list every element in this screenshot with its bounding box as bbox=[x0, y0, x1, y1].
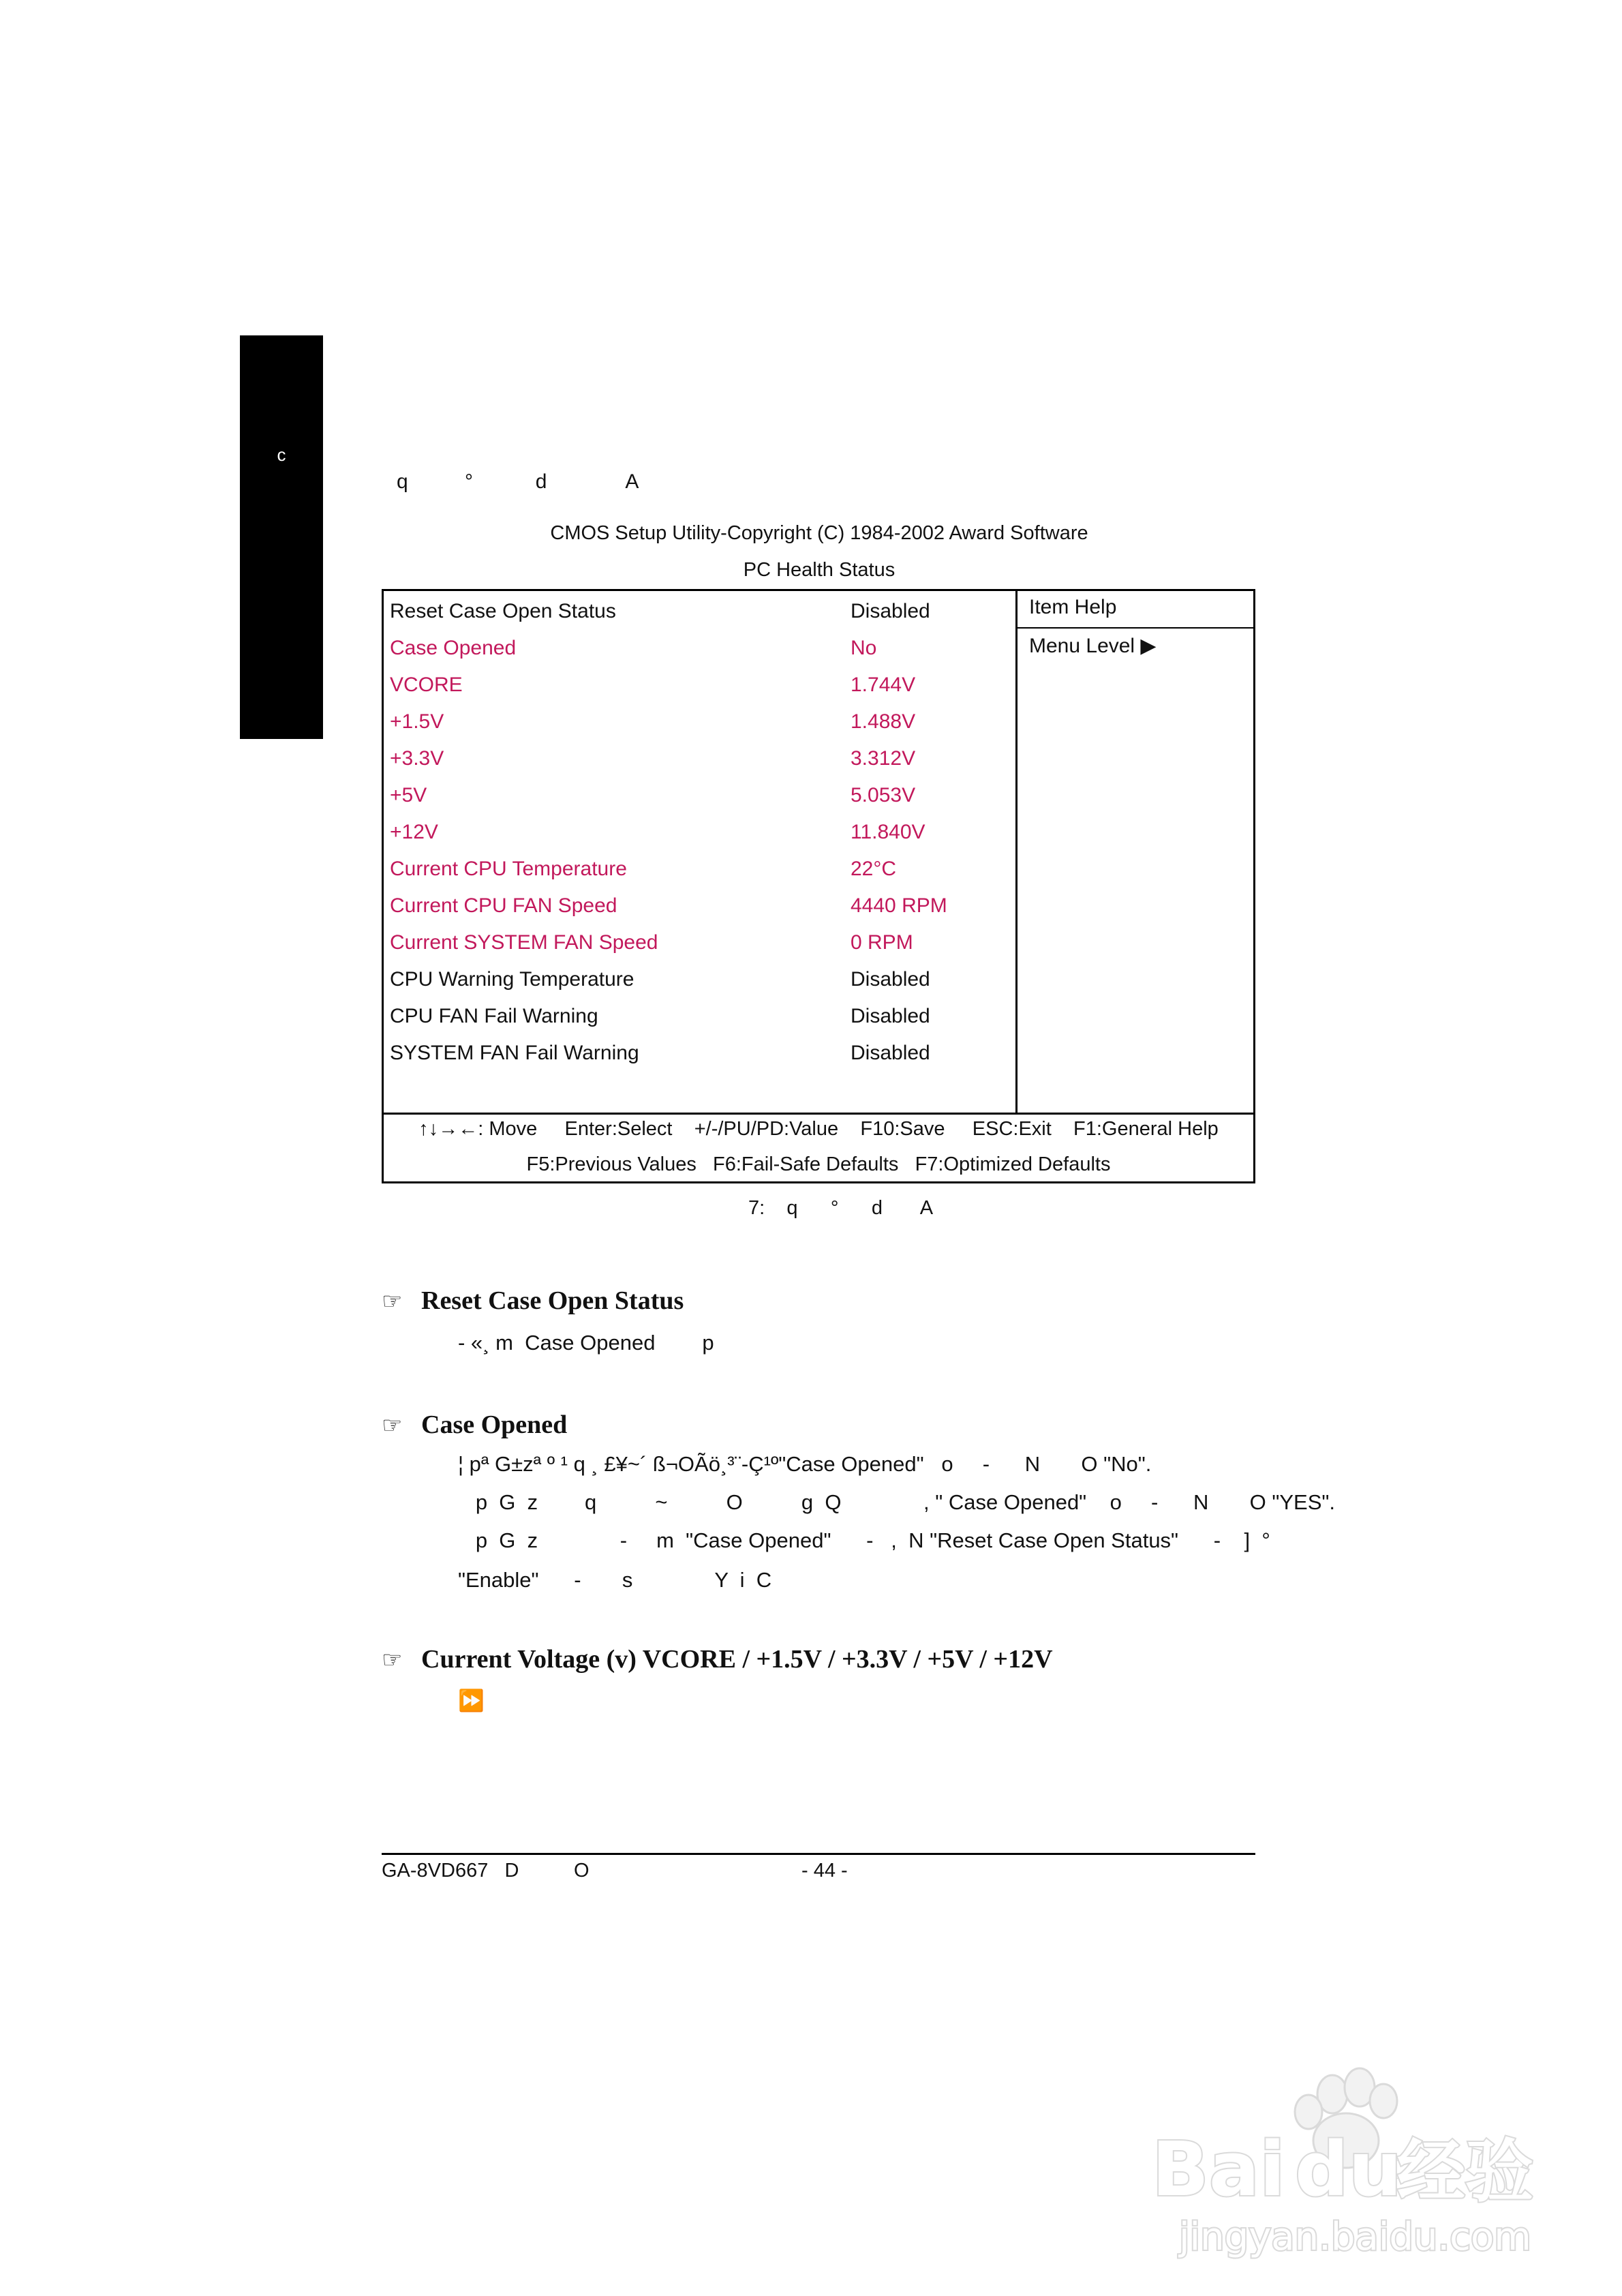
svg-text:du: du bbox=[1295, 2126, 1403, 2213]
section-case-opened-line-1: ¦ pª G±zª º ¹ q ¸ £¥~´ ß¬OÃö¸³¨-Ç¹º"Case Opened" o - N O "No". bbox=[458, 1452, 1152, 1476]
bios-row-5v bbox=[390, 777, 1003, 814]
row-label: Reset Case Open Status bbox=[390, 600, 616, 622]
bios-row-reset-case-open[interactable] bbox=[390, 593, 1003, 630]
row-label: Current CPU Temperature bbox=[390, 858, 627, 880]
bios-row-vcore bbox=[390, 667, 1003, 704]
section-voltage-heading bbox=[382, 1644, 1053, 1674]
bios-row-cpu-fan-speed bbox=[390, 888, 1003, 924]
section-title: Current Voltage (v) VCORE / +1.5V / +3.3V / +5V / +12V bbox=[421, 1645, 1053, 1674]
row-label: Case Opened bbox=[390, 637, 517, 659]
svg-text:Bai: Bai bbox=[1152, 2126, 1285, 2213]
row-value: No bbox=[851, 637, 877, 659]
row-label: +1.5V bbox=[390, 710, 444, 733]
footer-page-number: - 44 - bbox=[801, 1860, 848, 1882]
pointing-hand-icon: ☞ bbox=[382, 1646, 403, 1674]
item-help-divider bbox=[1015, 627, 1255, 629]
side-tab bbox=[240, 335, 323, 739]
pointing-hand-icon: ☞ bbox=[382, 1412, 403, 1439]
row-value: 22°C bbox=[851, 858, 897, 880]
pointing-hand-icon: ☞ bbox=[382, 1288, 403, 1315]
section-reset-heading bbox=[382, 1286, 684, 1316]
section-case-opened-line-4: "Enable" - s Y i C bbox=[458, 1568, 772, 1592]
bios-row-case-opened bbox=[390, 630, 1003, 667]
row-label: Current SYSTEM FAN Speed bbox=[390, 931, 658, 954]
row-label: +12V bbox=[390, 821, 438, 843]
row-label: +5V bbox=[390, 784, 427, 806]
svg-text:jingyan.baidu.com: jingyan.baidu.com bbox=[1179, 2215, 1531, 2259]
row-value: 5.053V bbox=[851, 784, 916, 806]
row-label: VCORE bbox=[390, 674, 463, 696]
row-value[interactable]: Disabled bbox=[851, 600, 930, 622]
row-label: CPU FAN Fail Warning bbox=[390, 1005, 598, 1027]
section-title: Case Opened bbox=[421, 1410, 568, 1439]
section-title: Reset Case Open Status bbox=[421, 1286, 684, 1315]
bios-column-divider bbox=[1015, 589, 1017, 1114]
row-value[interactable]: Disabled bbox=[851, 968, 930, 991]
footer-model: GA-8VD667 D O bbox=[382, 1860, 590, 1882]
section-reset-line-1: - «¸ m Case Opened p bbox=[458, 1331, 714, 1355]
row-label: Current CPU FAN Speed bbox=[390, 894, 617, 917]
row-value[interactable]: Disabled bbox=[851, 1042, 930, 1064]
key-legend-line-1: ↑↓→←: Move Enter:Select +/-/PU/PD:Value F10:Save ESC:Exit F1:General Help bbox=[418, 1118, 1219, 1140]
bios-row-system-fan-fail-warning[interactable] bbox=[390, 1035, 1003, 1072]
row-value: 3.312V bbox=[851, 747, 916, 770]
side-tab-letter: c bbox=[277, 444, 286, 465]
section-case-opened-heading bbox=[382, 1410, 567, 1440]
baidu-jingyan-watermark-logo bbox=[1152, 2059, 1574, 2263]
fast-forward-icon: ⏩ bbox=[458, 1689, 485, 1712]
menu-level-indicator: Menu Level ▶ bbox=[1029, 635, 1157, 657]
row-value: 11.840V bbox=[851, 821, 925, 843]
row-value: 4440 RPM bbox=[851, 894, 947, 917]
intro-line: q ° d A bbox=[397, 470, 639, 493]
bios-row-3-3v bbox=[390, 740, 1003, 777]
bios-row-system-fan-speed bbox=[390, 924, 1003, 961]
bios-row-cpu-fan-fail-warning[interactable] bbox=[390, 998, 1003, 1035]
figure-caption: 7: q ° d A bbox=[748, 1197, 934, 1219]
bios-row-cpu-warning-temperature[interactable] bbox=[390, 961, 1003, 998]
section-case-opened-line-3: p G z - m "Case Opened" - , N "Reset Case Open Status" - ] ° bbox=[458, 1528, 1270, 1552]
row-label: +3.3V bbox=[390, 747, 444, 770]
section-case-opened-line-2: p G z q ~ O g Q , " Case Opened" o - N O "YES". bbox=[458, 1490, 1335, 1514]
row-label: SYSTEM FAN Fail Warning bbox=[390, 1042, 639, 1064]
bios-row-12v bbox=[390, 814, 1003, 851]
footer-rule bbox=[382, 1853, 1255, 1855]
bios-screen-title: PC Health Status bbox=[743, 559, 896, 581]
row-value: 1.744V bbox=[851, 674, 916, 696]
legend-divider bbox=[382, 1113, 1255, 1115]
row-value: 1.488V bbox=[851, 710, 916, 733]
bios-row-1-5v bbox=[390, 704, 1003, 740]
item-help-title: Item Help bbox=[1029, 596, 1117, 618]
bios-row-cpu-temperature bbox=[390, 851, 1003, 888]
row-label: CPU Warning Temperature bbox=[390, 968, 634, 991]
row-value: 0 RPM bbox=[851, 931, 913, 954]
key-legend-line-2: F5:Previous Values F6:Fail-Safe Defaults F7:Optimized Defaults bbox=[526, 1153, 1111, 1175]
row-value[interactable]: Disabled bbox=[851, 1005, 930, 1027]
svg-text:经验: 经验 bbox=[1397, 2132, 1533, 2211]
bios-copyright: CMOS Setup Utility-Copyright (C) 1984-2002 Award Software bbox=[550, 522, 1088, 544]
